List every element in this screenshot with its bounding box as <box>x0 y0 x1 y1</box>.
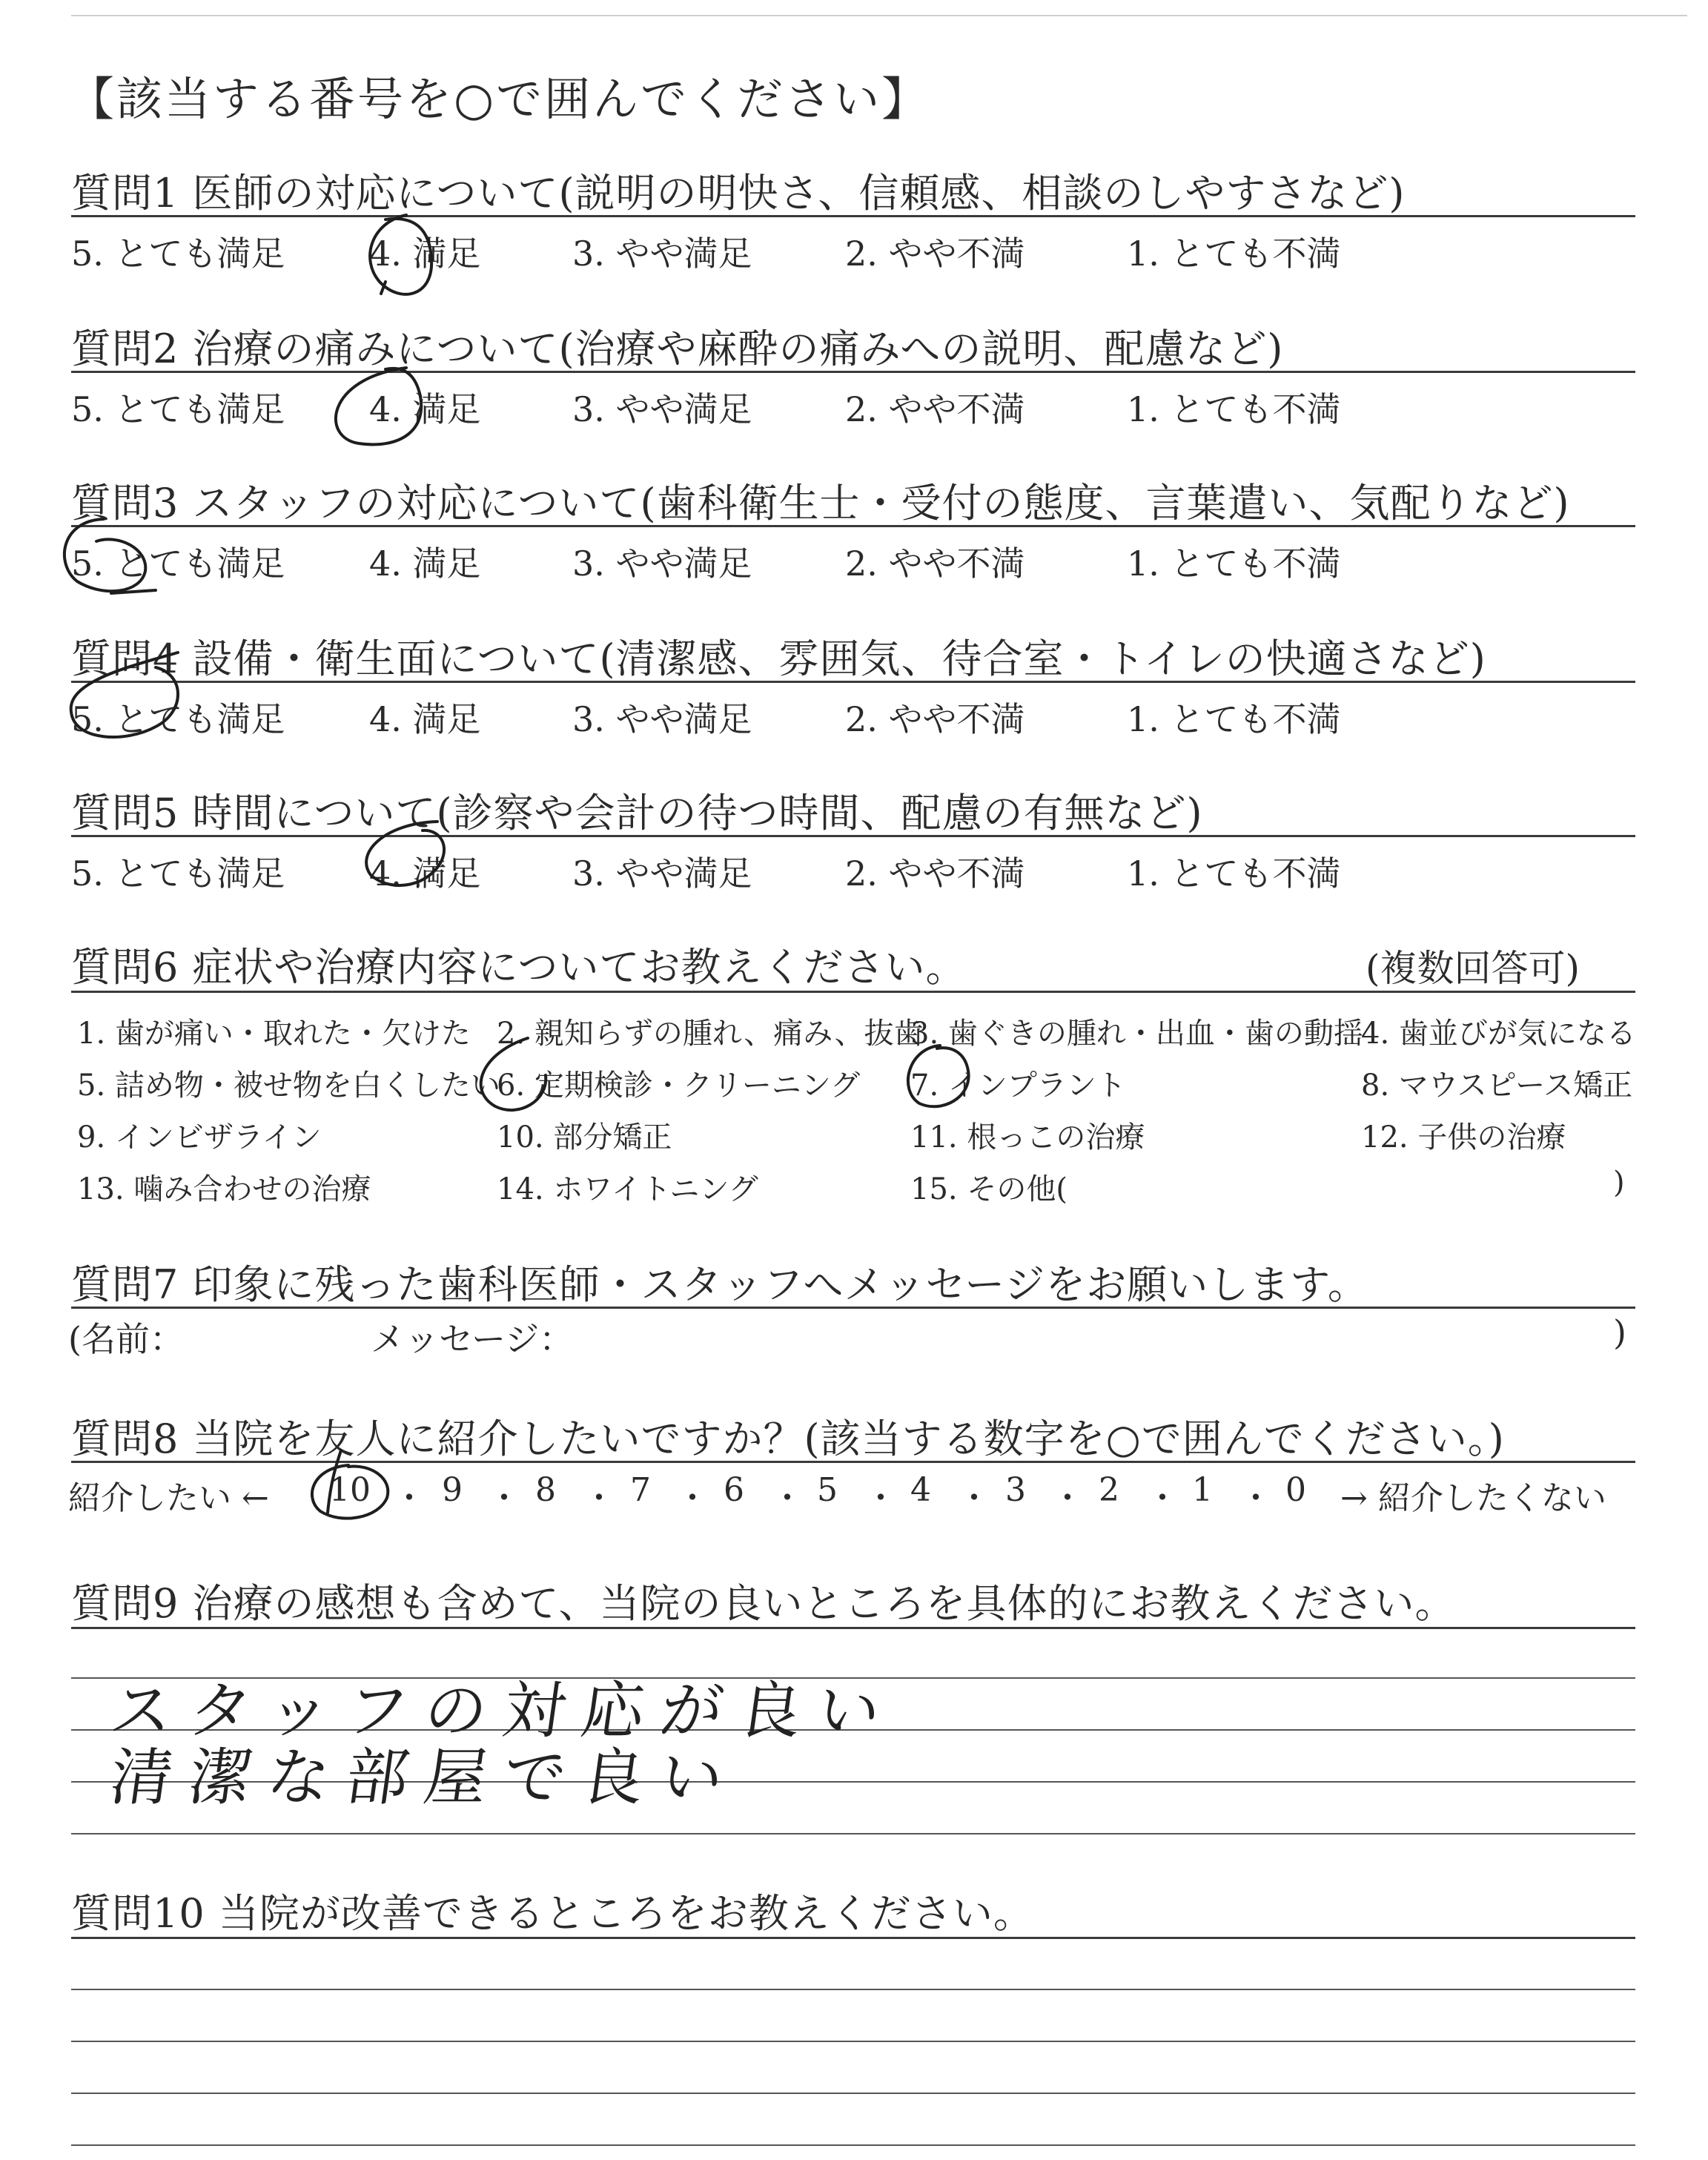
q1-option-2[interactable]: 2. やや不満 <box>845 234 1025 274</box>
q8-dot: ・ <box>771 1479 804 1517</box>
q5-option-1[interactable]: 1. とても不満 <box>1127 853 1341 894</box>
q4-option-3[interactable]: 3. やや満足 <box>572 699 752 739</box>
q6-option-14[interactable]: 14. ホワイトニング <box>497 1172 758 1206</box>
q7-message-label: メッセージ： <box>371 1319 574 1359</box>
q9-handwritten-answer-1: スタッフの対応が良い <box>105 1674 901 1747</box>
q3-selection-tail <box>111 590 156 593</box>
q1-option-5[interactable]: 5. とても満足 <box>71 234 285 274</box>
question-3-label: 質問3 スタッフの対応について(歯科衛生士・受付の態度、言葉遣い、気配りなど) <box>71 480 1570 526</box>
q8-score-0[interactable]: 0 <box>1285 1471 1306 1509</box>
q8-dot: ・ <box>1051 1479 1084 1517</box>
q10-answer-line <box>71 2041 1635 2042</box>
q6-option-7[interactable]: 7. インプラント <box>910 1069 1126 1103</box>
q1-option-1[interactable]: 1. とても不満 <box>1127 234 1341 274</box>
question-5-rule <box>71 835 1635 837</box>
q5-option-3[interactable]: 3. やや満足 <box>572 853 752 894</box>
page-title: 【該当する番号を○で囲んでください】 <box>68 72 930 126</box>
q2-option-1[interactable]: 1. とても不満 <box>1127 389 1341 429</box>
question-10-label: 質問10 当院が改善できるところをお教えください。 <box>71 1890 1034 1937</box>
q8-left-label: 紹介したい ← <box>68 1479 269 1517</box>
q10-answer-line <box>71 2093 1635 2094</box>
q7-close: ) <box>1613 1312 1626 1353</box>
q3-option-1[interactable]: 1. とても不満 <box>1127 544 1341 584</box>
q8-score-1[interactable]: 1 <box>1192 1471 1213 1509</box>
q8-dot: ・ <box>393 1479 426 1517</box>
q4-option-5[interactable]: 5. とても満足 <box>71 699 285 739</box>
top-edge-line <box>71 15 1687 16</box>
q8-dot: ・ <box>958 1479 990 1517</box>
question-9-rule <box>71 1627 1635 1629</box>
q9-handwritten-answer-2: 清潔な部屋で良い <box>105 1741 744 1814</box>
q2-option-2[interactable]: 2. やや不満 <box>845 389 1025 429</box>
question-2-label: 質問2 治療の痛みについて(治療や麻酔の痛みへの説明、配慮など) <box>71 326 1284 372</box>
question-4-label: 質問4 設備・衛生面について(清潔感、雰囲気、待合室・トイレの快適さなど) <box>71 635 1486 682</box>
q3-option-5[interactable]: 5. とても満足 <box>71 544 285 584</box>
question-8-rule <box>71 1461 1635 1463</box>
q5-option-4[interactable]: 4. 満足 <box>369 853 481 894</box>
q8-score-9[interactable]: 9 <box>442 1471 463 1509</box>
q2-option-5[interactable]: 5. とても満足 <box>71 389 285 429</box>
q8-score-10[interactable]: 10 <box>329 1471 371 1509</box>
q1-option-3[interactable]: 3. やや満足 <box>572 234 752 274</box>
q10-answer-line <box>71 1989 1635 1990</box>
q8-right-label: → 紹介したくない <box>1340 1479 1606 1517</box>
q8-score-7[interactable]: 7 <box>630 1471 651 1509</box>
q8-score-2[interactable]: 2 <box>1099 1471 1119 1509</box>
q3-option-4[interactable]: 4. 満足 <box>369 544 481 584</box>
q4-option-4[interactable]: 4. 満足 <box>369 699 481 739</box>
q8-score-4[interactable]: 4 <box>910 1471 931 1509</box>
q6-option-4[interactable]: 4. 歯並びが気になる <box>1361 1017 1636 1051</box>
q8-dot: ・ <box>583 1479 615 1517</box>
q9-answer-line <box>71 1833 1635 1834</box>
q6-option-3[interactable]: 3. 歯ぐきの腫れ・出血・歯の動揺 <box>910 1017 1363 1051</box>
q6-option-12[interactable]: 12. 子供の治療 <box>1361 1120 1566 1155</box>
question-6-label: 質問6 症状や治療内容についてお教えください。 <box>71 944 967 991</box>
q7-name-label: (名前： <box>68 1319 184 1359</box>
q6-option-10[interactable]: 10. 部分矯正 <box>497 1120 672 1155</box>
q8-score-8[interactable]: 8 <box>535 1471 556 1509</box>
question-10-rule <box>71 1937 1635 1939</box>
q6-option-9[interactable]: 9. インビザライン <box>77 1120 322 1155</box>
q8-dot: ・ <box>488 1479 520 1517</box>
question-8-label: 質問8 当院を友人に紹介したいですか？(該当する数字を○で囲んでください。) <box>71 1416 1505 1462</box>
question-5-label: 質問5 時間について(診察や会計の待つ時間、配慮の有無など) <box>71 790 1203 836</box>
question-2-rule <box>71 371 1635 373</box>
q6-option-5[interactable]: 5. 詰め物・被せ物を白くしたい <box>77 1069 500 1103</box>
q6-option-1[interactable]: 1. 歯が痛い・取れた・欠けた <box>77 1017 471 1051</box>
q6-option-15[interactable]: 15. その他( <box>910 1172 1068 1206</box>
q5-option-5[interactable]: 5. とても満足 <box>71 853 285 894</box>
q2-option-3[interactable]: 3. やや満足 <box>572 389 752 429</box>
q8-dot: ・ <box>1239 1479 1272 1517</box>
question-6-note: (複数回答可) <box>1366 947 1580 990</box>
q8-score-5[interactable]: 5 <box>817 1471 838 1509</box>
q6-other-close: ) <box>1613 1166 1625 1200</box>
q1-selection-tail <box>381 282 385 294</box>
q3-option-2[interactable]: 2. やや不満 <box>845 544 1025 584</box>
q6-option-6[interactable]: 6. 定期検診・クリーニング <box>497 1069 861 1103</box>
question-1-label: 質問1 医師の対応について(説明の明快さ、信頼感、相談のしやすさなど) <box>71 170 1406 217</box>
q4-option-1[interactable]: 1. とても不満 <box>1127 699 1341 739</box>
q8-score-3[interactable]: 3 <box>1005 1471 1026 1509</box>
q8-score-6[interactable]: 6 <box>724 1471 744 1509</box>
q8-dot: ・ <box>1146 1479 1179 1517</box>
q2-option-4[interactable]: 4. 満足 <box>369 389 481 429</box>
question-4-rule <box>71 681 1635 683</box>
q4-option-2[interactable]: 2. やや不満 <box>845 699 1025 739</box>
question-7-rule <box>71 1307 1635 1309</box>
question-3-rule <box>71 525 1635 527</box>
q10-answer-line <box>71 2144 1635 2146</box>
q6-option-8[interactable]: 8. マウスピース矯正 <box>1361 1069 1633 1103</box>
question-7-label: 質問7 印象に残った歯科医師・スタッフへメッセージをお願いします。 <box>71 1261 1368 1308</box>
q6-option-2[interactable]: 2. 親知らずの腫れ、痛み、抜歯 <box>497 1017 924 1051</box>
q6-option-13[interactable]: 13. 噛み合わせの治療 <box>77 1172 371 1206</box>
q8-dot: ・ <box>676 1479 709 1517</box>
question-6-rule <box>71 991 1635 993</box>
question-9-label: 質問9 治療の感想も含めて、当院の良いところを具体的にお教えください。 <box>71 1580 1456 1627</box>
q8-dot: ・ <box>864 1479 897 1517</box>
question-1-rule <box>71 215 1635 217</box>
q6-option-11[interactable]: 11. 根っこの治療 <box>910 1120 1145 1155</box>
q5-option-2[interactable]: 2. やや不満 <box>845 853 1025 894</box>
q1-option-4[interactable]: 4. 満足 <box>369 234 481 274</box>
q3-option-3[interactable]: 3. やや満足 <box>572 544 752 584</box>
